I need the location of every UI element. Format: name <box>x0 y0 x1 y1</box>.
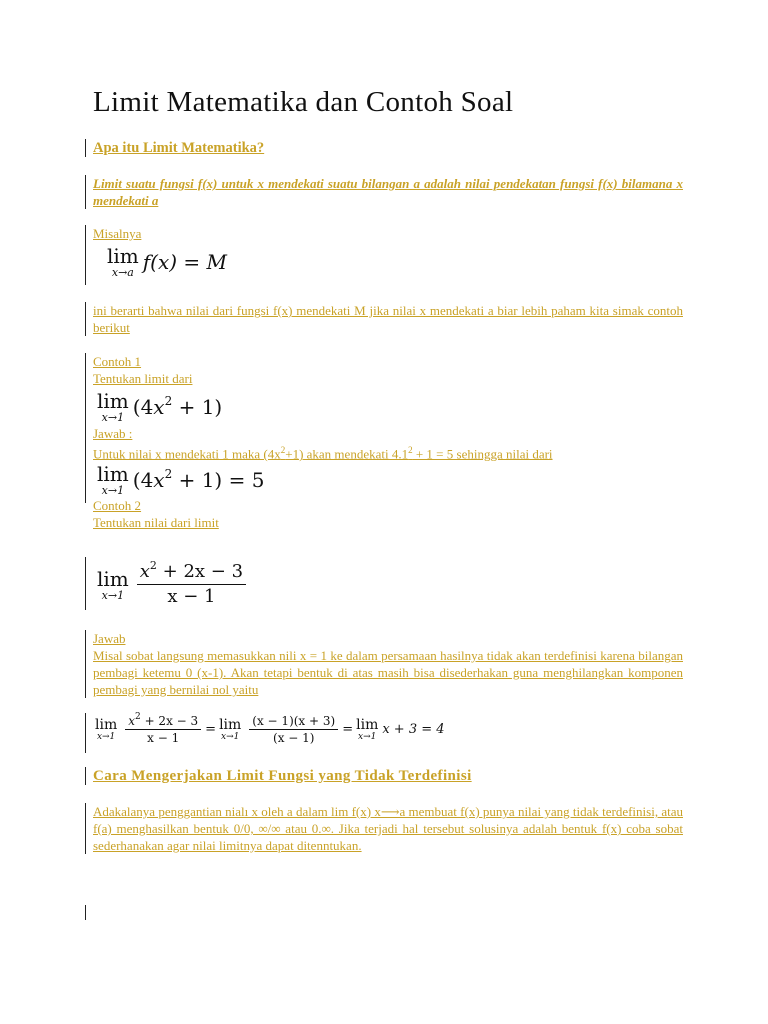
explanation-block <box>85 302 683 336</box>
formula-expression: f(x) = M <box>142 250 228 274</box>
explanation-text[interactable]: ini berarti bahwa nilai dari fungsi f(x) mendekati M jika nilai x mendekati a biar lebih paham kita simak contoh berikut <box>93 303 683 335</box>
fraction: $\frac{x^2 + 2x - 3}{x - 1}$ <box>125 713 201 746</box>
definition-block <box>85 175 683 209</box>
formula-expression: $(4x^2 + 1)$ <box>132 394 223 419</box>
formula-simplification: lim x→1 $\frac{x^2 + 2x - 3}{x - 1}$ = lim x→1 $\frac{(x - 1)(x + 3)}{(x - 1)}$ = lim x→1 x + 3 = 4 <box>95 712 445 745</box>
fraction: $\frac{(x - 1)(x + 3)}{(x - 1)}$ <box>249 713 338 746</box>
misalnya-label[interactable]: Misalnya <box>93 226 142 241</box>
document-title: Limit Matematika dan Contoh Soal <box>93 86 514 118</box>
jawab2-text[interactable]: Misal sobat langsung memasukkan nili x = 1 ke dalam persamaan hasilnya tidak akan terdefinisi karena bilangan pembagi ketemu 0 (x-1). Akan tetapi bentuk di atas masih bisa disederhakan guna menghilangkan komponen pembagi yang bernilai nol yaitu <box>93 648 683 697</box>
formula-limit-definition <box>107 246 683 278</box>
lim-subscript: x→1 <box>221 731 240 742</box>
section-heading-block <box>85 139 683 157</box>
contoh1-label[interactable]: Contoh 1 <box>93 354 142 369</box>
contoh1-task[interactable]: Tentukan limit dari <box>93 371 193 386</box>
jawab1-text[interactable]: Untuk nilai x mendekati 1 maka $(4x^2+1)$ akan mendekati $4.1^2 + 1 = 5$ sehingga nilai dari <box>93 445 553 462</box>
lim-word: lim <box>95 716 118 733</box>
jawab2-label[interactable]: Jawab <box>93 631 126 646</box>
fraction: $\frac{x^2 + 2x - 3}{x - 1}$ <box>137 560 246 609</box>
lim-word: lim <box>356 716 379 733</box>
example2-formula-block <box>85 557 683 610</box>
jawab2-block <box>85 630 683 698</box>
contoh2-task[interactable]: Tentukan nilai dari limit <box>93 515 219 531</box>
lim-word: lim <box>107 244 139 268</box>
definition-text[interactable]: Limit suatu fungsi f(x) untuk x mendekati suatu bilangan a adalah nilai pendekatan fungsi f(x) bilamana x mendekati a <box>93 176 683 208</box>
example-block <box>85 225 683 285</box>
formula-contoh1 <box>97 391 683 423</box>
formula-expression: $(4x^2 + 1) = 5$ <box>132 467 265 493</box>
lim-subscript: x→1 <box>101 588 125 602</box>
lim-subscript: x→1 <box>101 484 125 498</box>
lim-subscript: x→1 <box>96 731 116 742</box>
section-heading-block <box>85 767 683 785</box>
lim-word: lim <box>97 462 129 487</box>
section-heading-undefined-limit[interactable]: Cara Mengerjakan Limit Fungsi yang Tidak Terdefinisi <box>93 768 472 784</box>
lim-word: lim <box>219 716 242 733</box>
lim-subscript: x→1 <box>358 731 377 742</box>
final-paragraph-block <box>85 803 683 854</box>
text-cursor <box>85 905 86 920</box>
section-heading-what-is-limit[interactable]: Apa itu Limit Matematika? <box>93 140 265 156</box>
final-paragraph-text[interactable]: Adakalanya penggantian nialı x oleh a dalam lim f(x) x⟶a membuat f(x) punya nilai yang tidak terdefinisi, atau f(a) menghasilkan bentuk 0/0, ∞/∞ atau 0.∞. Jika terjadi hal tersebut solusinya adalah bentuk f(x) coba sobat sederhanakan agar nilai limitnya dapat ditenntukan. <box>93 804 683 853</box>
jawab1-label[interactable]: Jawab : <box>93 426 133 441</box>
lim-word: lim <box>97 389 129 413</box>
simplification-block <box>85 713 683 753</box>
formula-jawab1 <box>97 464 683 496</box>
lim-subscript: x→a <box>111 266 134 279</box>
lim-word: lim <box>97 566 129 591</box>
lim-subscript: x→1 <box>101 411 125 424</box>
formula-contoh2 <box>97 560 683 609</box>
contoh2-label[interactable]: Contoh 2 <box>93 498 142 514</box>
example1-block <box>85 353 683 531</box>
